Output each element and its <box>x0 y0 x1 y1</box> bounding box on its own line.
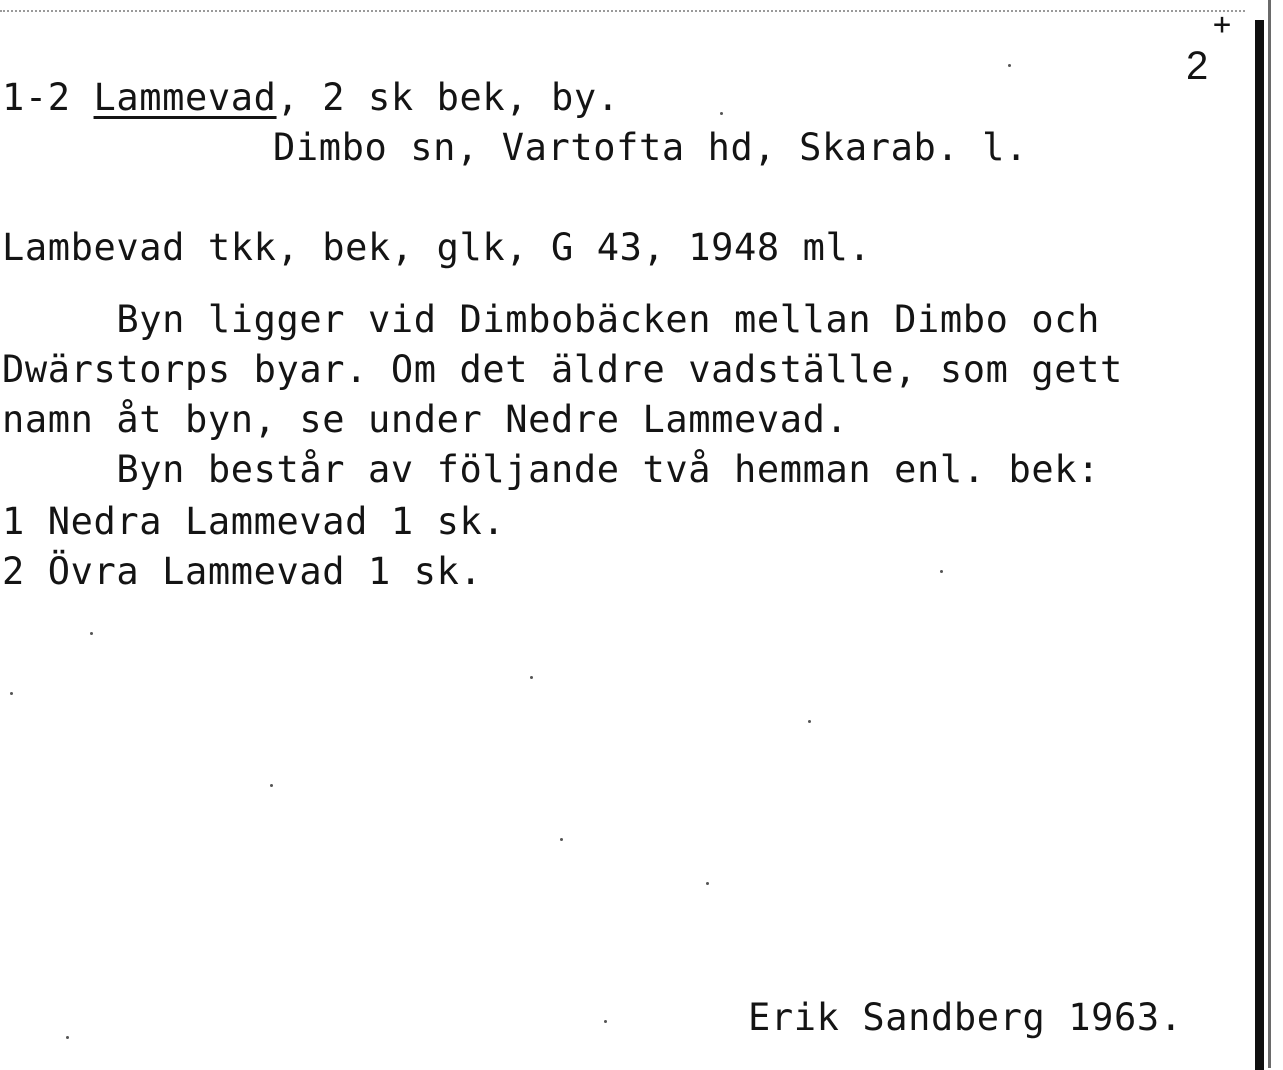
scan-speck <box>720 112 723 115</box>
farm-item-1: 1 Nedra Lammevad 1 sk. <box>2 500 506 543</box>
scan-speck <box>66 1036 69 1039</box>
scan-speck <box>808 720 811 723</box>
scan-speck <box>10 692 13 695</box>
header-number: 1-2 <box>2 76 71 119</box>
variant-line: Lambevad tkk, bek, glk, G 43, 1948 ml. <box>2 226 872 269</box>
top-scan-edge <box>0 10 1245 12</box>
paragraph2-intro: Byn består av följande två hemman enl. bek: <box>2 448 1101 491</box>
page-number: 2 <box>1186 44 1209 88</box>
header-name: Lammevad <box>93 76 277 119</box>
farm-item-2: 2 Övra Lammevad 1 sk. <box>2 550 483 593</box>
paragraph1-line-1: Byn ligger vid Dimbobäcken mellan Dimbo och <box>2 298 1101 341</box>
header-rest: , 2 sk bek, by. <box>276 76 620 119</box>
scan-speck <box>530 676 533 679</box>
scan-speck <box>1008 64 1011 67</box>
paragraph1-line-3: namn åt byn, se under Nedre Lammevad. <box>2 398 849 441</box>
signature: Erik Sandberg 1963. <box>748 996 1183 1039</box>
scan-speck <box>560 838 563 841</box>
scan-speck <box>706 882 709 885</box>
paragraph1-line-2: Dwärstorps byar. Om det äldre vadställe, som gett <box>2 348 1123 391</box>
location-line: Dimbo sn, Vartofta hd, Skarab. l. <box>273 126 1028 169</box>
scan-speck <box>604 1020 607 1023</box>
plus-mark-icon: + <box>1213 7 1232 42</box>
scan-speck <box>90 632 93 635</box>
right-scan-border <box>1268 0 1271 1068</box>
right-card-edge <box>1255 20 1264 1070</box>
scan-speck <box>270 784 273 787</box>
scan-speck <box>940 570 943 573</box>
header-line <box>2 76 620 120</box>
